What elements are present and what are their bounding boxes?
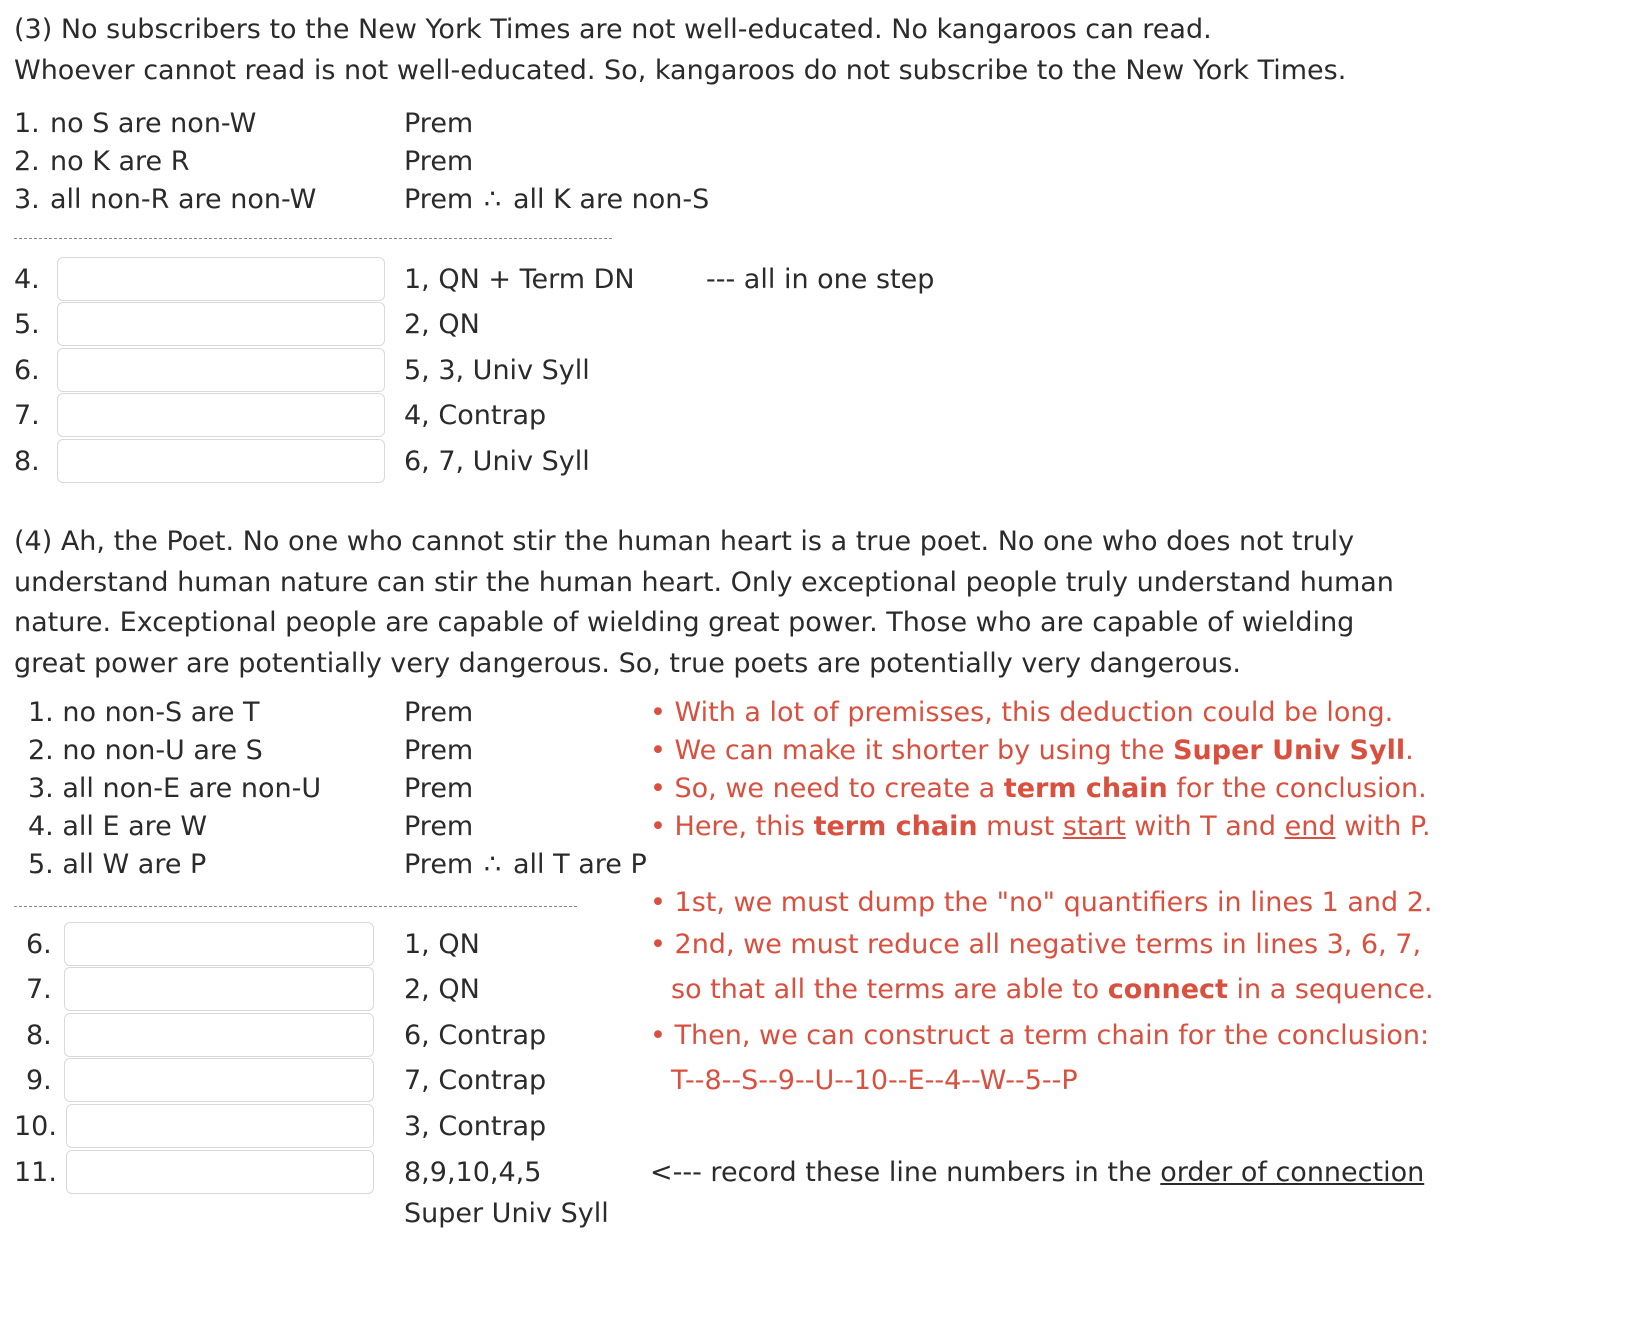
problem4-line3: nature. Exceptional people are capable of wielding great power. Those who are capable of wielding bbox=[14, 607, 1355, 638]
p3-step-7-justification: 4, Contrap bbox=[404, 400, 547, 431]
p4-step-8-num: 8. bbox=[26, 1020, 52, 1051]
p3-step-5-justification: 2, QN bbox=[404, 309, 480, 340]
p3-side-note: --- all in one step bbox=[706, 264, 935, 295]
p4-therefore-symbol: ∴ bbox=[484, 849, 502, 880]
p3-premise-3-justification: Prem bbox=[404, 184, 474, 215]
p3-step-4-justification: 1, QN + Term DN bbox=[404, 264, 635, 295]
p4-premise-4: 4. all E are W bbox=[28, 811, 208, 842]
p4-step-7-input[interactable] bbox=[64, 967, 374, 1011]
p4-step-9-input[interactable] bbox=[64, 1058, 374, 1102]
p4-step-11-justification: 8,9,10,4,5 bbox=[404, 1157, 542, 1188]
note-dump-no: • 1st, we must dump the "no" quantifiers in lines 1 and 2. bbox=[650, 887, 1433, 918]
p3-divider bbox=[14, 238, 612, 239]
p4-step-7-justification: 2, QN bbox=[404, 974, 480, 1005]
problem4-line2: understand human nature can stir the human heart. Only exceptional people truly understand human bbox=[14, 566, 1394, 598]
p3-step-6-justification: 5, 3, Univ Syll bbox=[404, 355, 590, 386]
note-term-chain: • So, we need to create a term chain for the conclusion. bbox=[650, 773, 1427, 804]
p3-premise-2-num: 2. bbox=[14, 146, 40, 177]
p3-step-8-input[interactable] bbox=[57, 439, 385, 483]
p4-premise-1-justification: Prem bbox=[404, 697, 474, 728]
p4-step-6-justification: 1, QN bbox=[404, 929, 480, 960]
p3-step-8-justification: 6, 7, Univ Syll bbox=[404, 446, 590, 477]
problem3-text bbox=[14, 10, 1574, 91]
p3-premise-1-num: 1. bbox=[14, 108, 40, 139]
record-note: <--- record these line numbers in the order of connection bbox=[650, 1157, 1425, 1188]
p3-premise-1-statement: no S are non-W bbox=[50, 108, 257, 139]
p4-step-8-justification: 6, Contrap bbox=[404, 1020, 547, 1051]
p4-step-11-input[interactable] bbox=[66, 1150, 374, 1194]
problem4-line1: (4) Ah, the Poet. No one who cannot stir the human heart is a true poet. No one who does not truly bbox=[14, 526, 1355, 557]
p3-conclusion: all K are non-S bbox=[513, 184, 710, 215]
p4-premise-5: 5. all W are P bbox=[28, 849, 207, 880]
note-construct-chain: • Then, we can construct a term chain for the conclusion: bbox=[650, 1020, 1430, 1051]
p4-step-10-num: 10. bbox=[14, 1111, 57, 1142]
p3-premise-2-statement: no K are R bbox=[50, 146, 190, 177]
p4-step-11-num: 11. bbox=[14, 1157, 57, 1188]
p4-step-6-input[interactable] bbox=[64, 922, 374, 966]
p4-step-10-justification: 3, Contrap bbox=[404, 1111, 547, 1142]
problem3-line1: (3) No subscribers to the New York Times are not well-educated. No kangaroos can read. bbox=[14, 14, 1212, 45]
p3-step-5-input[interactable] bbox=[57, 302, 385, 346]
p4-premise-3: 3. all non-E are non-U bbox=[28, 773, 322, 804]
p3-step-4-input[interactable] bbox=[57, 257, 385, 301]
p3-premise-2-justification: Prem bbox=[404, 146, 474, 177]
note-super-univ-syll: • We can make it shorter by using the Super Univ Syll. bbox=[650, 735, 1414, 766]
term-chain: T--8--S--9--U--10--E--4--W--5--P bbox=[671, 1065, 1078, 1096]
p3-premise-1-justification: Prem bbox=[404, 108, 474, 139]
p4-step-6-num: 6. bbox=[26, 929, 52, 960]
p3-step-5-num: 5. bbox=[14, 309, 40, 340]
p4-premise-2-justification: Prem bbox=[404, 735, 474, 766]
problem4-text bbox=[14, 522, 1574, 684]
p4-conclusion: all T are P bbox=[513, 849, 647, 880]
p4-step-8-input[interactable] bbox=[64, 1013, 374, 1057]
note-connect: so that all the terms are able to connect in a sequence. bbox=[671, 974, 1434, 1005]
p4-step-7-num: 7. bbox=[26, 974, 52, 1005]
p4-step-9-num: 9. bbox=[26, 1065, 52, 1096]
p4-premise-3-justification: Prem bbox=[404, 773, 474, 804]
note-start-end: • Here, this term chain must start with T and end with P. bbox=[650, 811, 1431, 842]
p3-premise-3-statement: all non-R are non-W bbox=[50, 184, 317, 215]
p3-step-7-input[interactable] bbox=[57, 393, 385, 437]
p3-step-8-num: 8. bbox=[14, 446, 40, 477]
p4-step-9-justification: 7, Contrap bbox=[404, 1065, 547, 1096]
p4-premise-2: 2. no non-U are S bbox=[28, 735, 263, 766]
p4-final-justification: Super Univ Syll bbox=[404, 1198, 609, 1229]
p3-therefore-symbol: ∴ bbox=[484, 184, 502, 215]
p4-divider bbox=[14, 906, 577, 907]
p4-premise-1: 1. no non-S are T bbox=[28, 697, 260, 728]
p3-step-6-input[interactable] bbox=[57, 348, 385, 392]
note-reduce-negatives: • 2nd, we must reduce all negative terms in lines 3, 6, 7, bbox=[650, 929, 1422, 960]
p3-step-7-num: 7. bbox=[14, 400, 40, 431]
p3-step-4-num: 4. bbox=[14, 264, 40, 295]
problem3-line2: Whoever cannot read is not well-educated. So, kangaroos do not subscribe to the New York Times. bbox=[14, 54, 1347, 86]
p4-premise-5-justification: Prem bbox=[404, 849, 474, 880]
p4-premise-4-justification: Prem bbox=[404, 811, 474, 842]
problem4-line4: great power are potentially very dangerous. So, true poets are potentially very dangerous. bbox=[14, 647, 1241, 679]
note-long-deduction: • With a lot of premisses, this deduction could be long. bbox=[650, 697, 1394, 728]
p4-step-10-input[interactable] bbox=[66, 1104, 374, 1148]
p3-step-6-num: 6. bbox=[14, 355, 40, 386]
p3-premise-3-num: 3. bbox=[14, 184, 40, 215]
